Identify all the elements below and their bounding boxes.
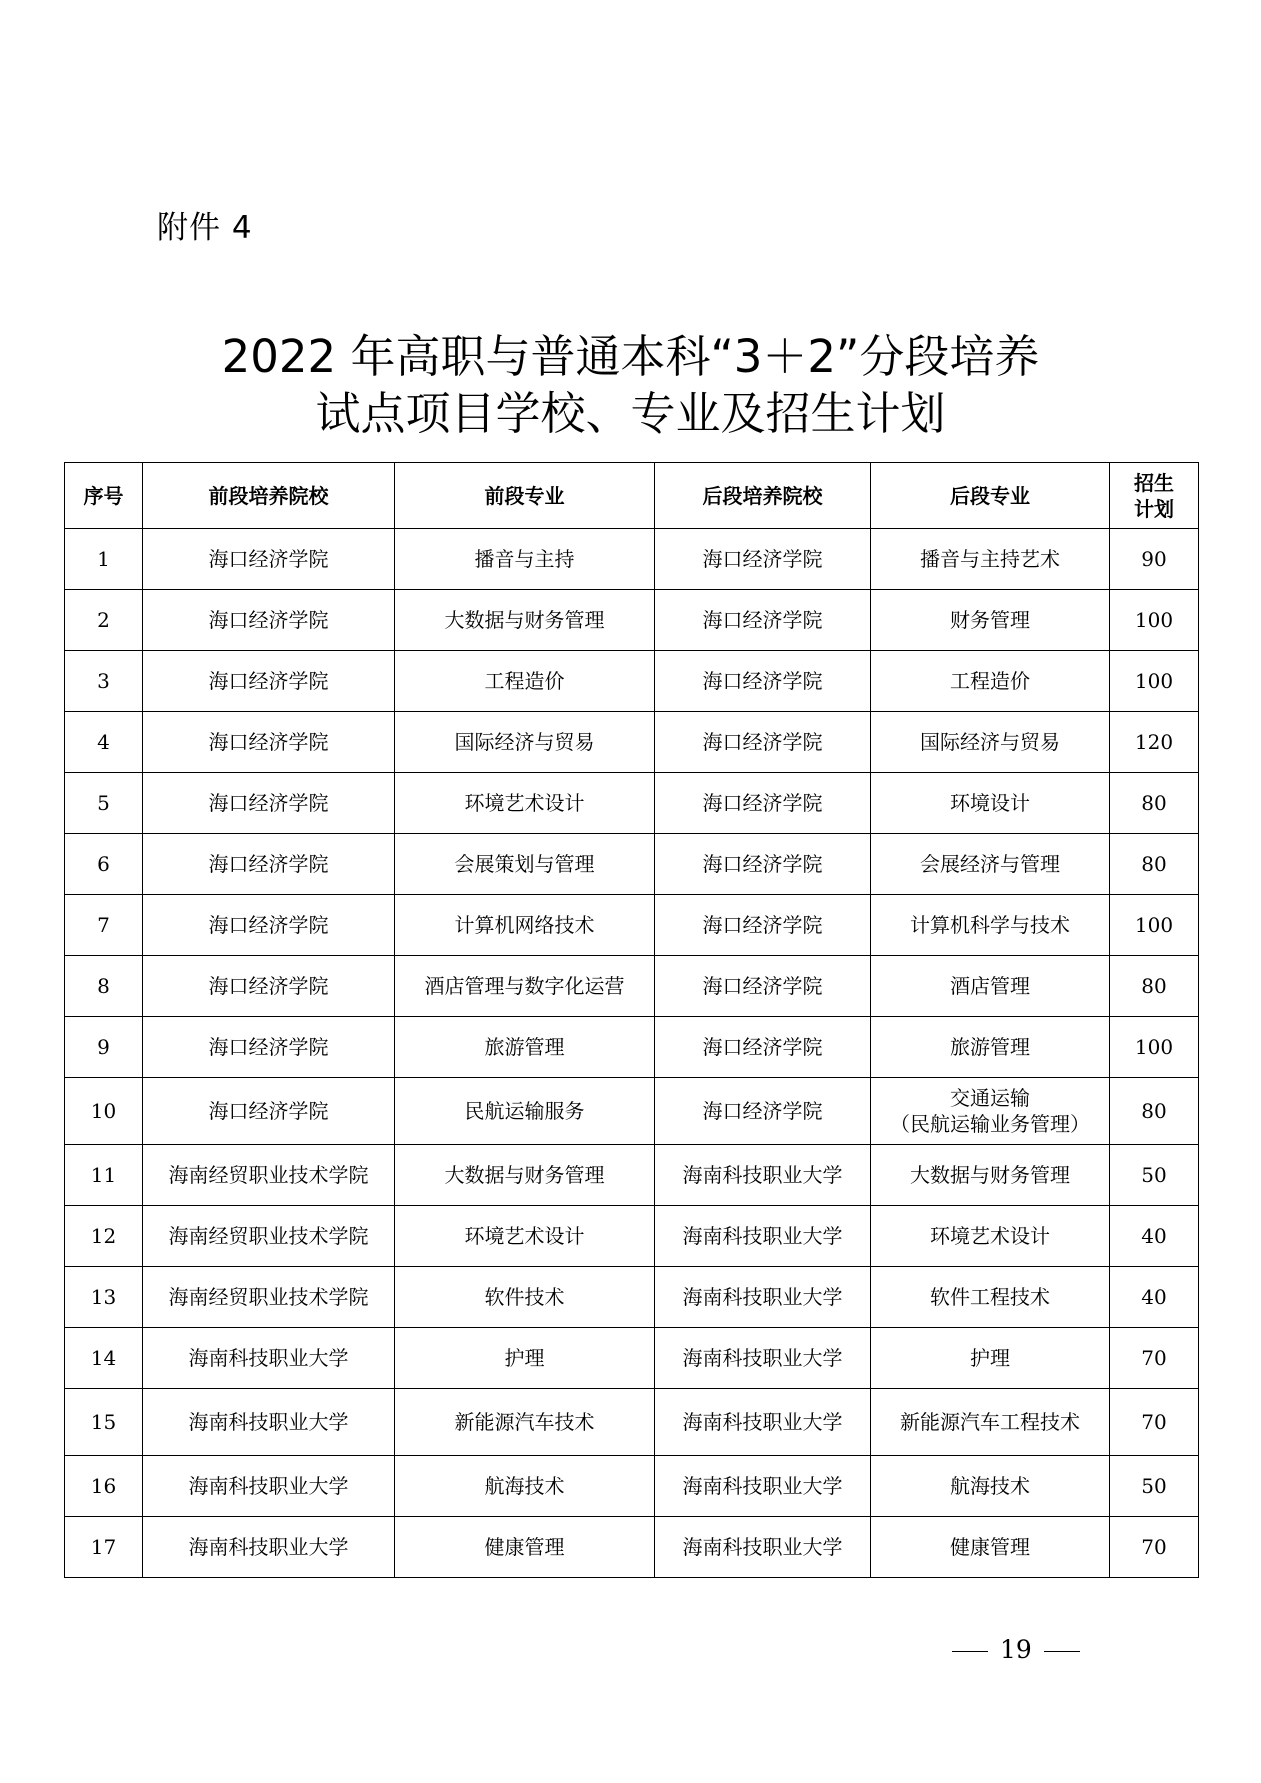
cell-index: 12 — [65, 1206, 143, 1267]
cell-front-school: 海口经济学院 — [143, 1078, 395, 1145]
cell-plan: 50 — [1110, 1456, 1199, 1517]
cell-front-school: 海口经济学院 — [143, 834, 395, 895]
cell-plan: 80 — [1110, 834, 1199, 895]
cell-front-major: 环境艺术设计 — [395, 1206, 655, 1267]
cell-plan: 100 — [1110, 651, 1199, 712]
attachment-label: 附件 4 — [157, 210, 253, 246]
cell-back-school: 海口经济学院 — [655, 1078, 871, 1145]
table-row — [65, 590, 1199, 651]
cell-front-major: 航海技术 — [395, 1456, 655, 1517]
cell-front-school: 海南科技职业大学 — [143, 1517, 395, 1578]
cell-index: 4 — [65, 712, 143, 773]
header-back-school: 后段培养院校 — [655, 463, 871, 529]
header-plan-line1: 招生 — [1134, 470, 1174, 495]
table-row — [65, 895, 1199, 956]
cell-front-school: 海南科技职业大学 — [143, 1389, 395, 1456]
cell-back-major: 环境设计 — [871, 773, 1110, 834]
header-front-school: 前段培养院校 — [143, 463, 395, 529]
cell-index: 15 — [65, 1389, 143, 1456]
cell-back-school: 海口经济学院 — [655, 590, 871, 651]
cell-plan: 50 — [1110, 1145, 1199, 1206]
cell-plan: 40 — [1110, 1206, 1199, 1267]
table-row — [65, 1145, 1199, 1206]
cell-back-school: 海口经济学院 — [655, 773, 871, 834]
cell-index: 9 — [65, 1017, 143, 1078]
cell-back-major: 会展经济与管理 — [871, 834, 1110, 895]
cell-back-school: 海口经济学院 — [655, 956, 871, 1017]
cell-front-school: 海南科技职业大学 — [143, 1328, 395, 1389]
cell-front-school: 海南经贸职业技术学院 — [143, 1145, 395, 1206]
cell-front-school: 海口经济学院 — [143, 773, 395, 834]
cell-front-major: 计算机网络技术 — [395, 895, 655, 956]
table-row — [65, 834, 1199, 895]
cell-index: 16 — [65, 1456, 143, 1517]
cell-back-major: 护理 — [871, 1328, 1110, 1389]
cell-back-school: 海口经济学院 — [655, 529, 871, 590]
cell-front-major: 民航运输服务 — [395, 1078, 655, 1145]
cell-plan: 100 — [1110, 590, 1199, 651]
table-body — [65, 529, 1199, 1578]
cell-plan: 80 — [1110, 956, 1199, 1017]
cell-front-school: 海口经济学院 — [143, 1017, 395, 1078]
cell-back-school: 海南科技职业大学 — [655, 1206, 871, 1267]
cell-index: 8 — [65, 956, 143, 1017]
table-row — [65, 1017, 1199, 1078]
page-title-line2: 试点项目学校、专业及招生计划 — [315, 387, 946, 440]
cell-back-major: 酒店管理 — [871, 956, 1110, 1017]
cell-back-major: 旅游管理 — [871, 1017, 1110, 1078]
cell-back-major — [871, 1078, 1110, 1145]
cell-back-major: 大数据与财务管理 — [871, 1145, 1110, 1206]
cell-front-major: 旅游管理 — [395, 1017, 655, 1078]
cell-plan: 100 — [1110, 1017, 1199, 1078]
cell-back-major: 工程造价 — [871, 651, 1110, 712]
cell-index: 5 — [65, 773, 143, 834]
cell-plan: 70 — [1110, 1389, 1199, 1456]
cell-front-school: 海口经济学院 — [143, 956, 395, 1017]
cell-front-major: 软件技术 — [395, 1267, 655, 1328]
cell-index: 11 — [65, 1145, 143, 1206]
page-number — [940, 1635, 1092, 1664]
table-row — [65, 956, 1199, 1017]
cell-front-major: 护理 — [395, 1328, 655, 1389]
cell-front-major: 会展策划与管理 — [395, 834, 655, 895]
cell-back-major: 国际经济与贸易 — [871, 712, 1110, 773]
cell-index: 14 — [65, 1328, 143, 1389]
cell-back-major: 播音与主持艺术 — [871, 529, 1110, 590]
table-header-row — [65, 463, 1199, 529]
table-row — [65, 651, 1199, 712]
cell-plan: 40 — [1110, 1267, 1199, 1328]
cell-front-major: 大数据与财务管理 — [395, 1145, 655, 1206]
dash-right — [1044, 1651, 1080, 1652]
cell-front-school: 海口经济学院 — [143, 529, 395, 590]
cell-back-major: 健康管理 — [871, 1517, 1110, 1578]
table-row — [65, 1078, 1199, 1145]
cell-index: 6 — [65, 834, 143, 895]
cell-back-school: 海南科技职业大学 — [655, 1267, 871, 1328]
dash-left — [952, 1651, 988, 1652]
cell-back-school: 海口经济学院 — [655, 895, 871, 956]
cell-front-major: 大数据与财务管理 — [395, 590, 655, 651]
table-row — [65, 1389, 1199, 1456]
cell-front-school: 海口经济学院 — [143, 895, 395, 956]
cell-back-school: 海口经济学院 — [655, 1017, 871, 1078]
cell-back-major: 新能源汽车工程技术 — [871, 1389, 1110, 1456]
cell-back-school: 海南科技职业大学 — [655, 1517, 871, 1578]
cell-back-school: 海南科技职业大学 — [655, 1456, 871, 1517]
cell-back-school: 海口经济学院 — [655, 651, 871, 712]
table-row — [65, 1456, 1199, 1517]
cell-plan: 90 — [1110, 529, 1199, 590]
cell-plan: 80 — [1110, 773, 1199, 834]
header-index: 序号 — [65, 463, 143, 529]
cell-front-school: 海南经贸职业技术学院 — [143, 1206, 395, 1267]
cell-index: 1 — [65, 529, 143, 590]
cell-front-school: 海口经济学院 — [143, 651, 395, 712]
cell-index: 7 — [65, 895, 143, 956]
cell-back-school: 海口经济学院 — [655, 834, 871, 895]
cell-back-major: 环境艺术设计 — [871, 1206, 1110, 1267]
enrollment-plan-table — [64, 462, 1199, 1578]
cell-front-major: 酒店管理与数字化运营 — [395, 956, 655, 1017]
cell-plan: 100 — [1110, 895, 1199, 956]
cell-plan: 70 — [1110, 1328, 1199, 1389]
header-plan — [1110, 463, 1199, 529]
cell-index: 3 — [65, 651, 143, 712]
header-front-major: 前段专业 — [395, 463, 655, 529]
cell-index: 13 — [65, 1267, 143, 1328]
cell-back-school: 海南科技职业大学 — [655, 1389, 871, 1456]
cell-back-major: 软件工程技术 — [871, 1267, 1110, 1328]
cell-back-major-line2: （民航运输业务管理） — [890, 1112, 1090, 1136]
cell-plan: 120 — [1110, 712, 1199, 773]
cell-front-major: 工程造价 — [395, 651, 655, 712]
cell-back-school: 海口经济学院 — [655, 712, 871, 773]
page-number-value: 19 — [1000, 1635, 1032, 1664]
cell-index: 17 — [65, 1517, 143, 1578]
table-row — [65, 773, 1199, 834]
cell-front-major: 播音与主持 — [395, 529, 655, 590]
cell-back-school: 海南科技职业大学 — [655, 1145, 871, 1206]
header-back-major: 后段专业 — [871, 463, 1110, 529]
cell-front-major: 环境艺术设计 — [395, 773, 655, 834]
cell-back-school: 海南科技职业大学 — [655, 1328, 871, 1389]
cell-front-school: 海口经济学院 — [143, 590, 395, 651]
cell-front-school: 海南经贸职业技术学院 — [143, 1267, 395, 1328]
table-row — [65, 1328, 1199, 1389]
cell-front-school: 海口经济学院 — [143, 712, 395, 773]
header-plan-line2: 计划 — [1134, 496, 1174, 521]
cell-index: 2 — [65, 590, 143, 651]
cell-back-major: 财务管理 — [871, 590, 1110, 651]
table-row — [65, 1517, 1199, 1578]
cell-front-school: 海南科技职业大学 — [143, 1456, 395, 1517]
cell-front-major: 国际经济与贸易 — [395, 712, 655, 773]
table-row — [65, 712, 1199, 773]
cell-front-major: 新能源汽车技术 — [395, 1389, 655, 1456]
page-title-line1: 2022 年高职与普通本科“3＋2”分段培养 — [221, 330, 1040, 383]
cell-back-major: 计算机科学与技术 — [871, 895, 1110, 956]
cell-back-major-line1: 交通运输 — [950, 1086, 1030, 1110]
table-row — [65, 1267, 1199, 1328]
cell-index: 10 — [65, 1078, 143, 1145]
table-row — [65, 1206, 1199, 1267]
cell-plan: 80 — [1110, 1078, 1199, 1145]
table-row — [65, 529, 1199, 590]
cell-front-major: 健康管理 — [395, 1517, 655, 1578]
cell-back-major: 航海技术 — [871, 1456, 1110, 1517]
cell-plan: 70 — [1110, 1517, 1199, 1578]
